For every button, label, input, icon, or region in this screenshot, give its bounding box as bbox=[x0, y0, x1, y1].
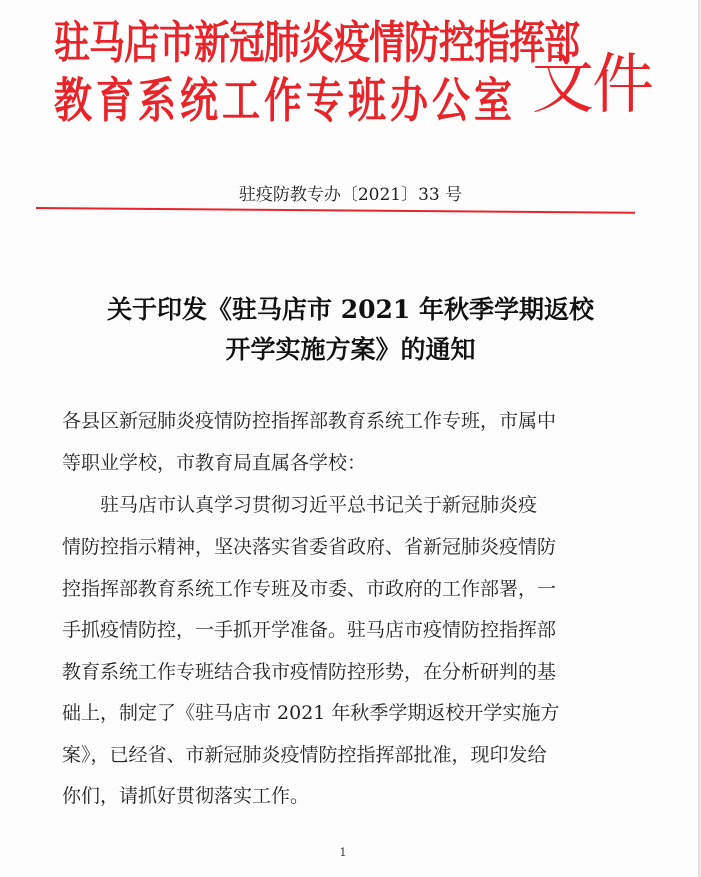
body-line: 础上，制定了《驻马店市 2021 年秋季学期返校开学实施方 bbox=[62, 702, 560, 724]
document-type-label: 文件 bbox=[532, 45, 653, 123]
body-line: 案》，已经省、市新冠肺炎疫情防控指挥部批准，现印发给 bbox=[62, 744, 547, 766]
issuing-org-line1: 驻马店市新冠肺炎疫情防控指挥部 bbox=[54, 18, 580, 70]
body-line: 情防控指示精神，坚决落实省委省政府、省新冠肺炎疫情防 bbox=[62, 536, 557, 558]
issuing-org-line2: 教育系统工作专班办公室 bbox=[54, 73, 517, 129]
body-line: 手抓疫情防控，一手抓开学准备。驻马店市疫情防控指挥部 bbox=[62, 619, 557, 641]
red-header-rule bbox=[36, 207, 635, 214]
body-line: 等职业学校，市教育局直属各学校： bbox=[62, 452, 367, 474]
document-number: 驻疫防教专办〔2021〕33 号 bbox=[238, 185, 463, 205]
body-line: 你们，请抓好贯彻落实工作。 bbox=[62, 785, 310, 807]
body-line: 控指挥部教育系统工作专班及市委、市政府的工作部署，一 bbox=[62, 578, 557, 600]
body-line: 教育系统工作专班结合我市疫情防控形势，在分析研判的基 bbox=[62, 661, 557, 683]
document-title-line1: 关于印发《驻马店市 2021 年秋季学期返校 bbox=[107, 295, 594, 324]
document-title-line2: 开学实施方案》的通知 bbox=[225, 335, 476, 364]
body-line: 各县区新冠肺炎疫情防控指挥部教育系统工作专班，市属中 bbox=[62, 410, 557, 432]
body-line: 驻马店市认真学习贯彻习近平总书记关于新冠肺炎疫 bbox=[62, 494, 538, 516]
page-number: 1 bbox=[339, 846, 347, 859]
